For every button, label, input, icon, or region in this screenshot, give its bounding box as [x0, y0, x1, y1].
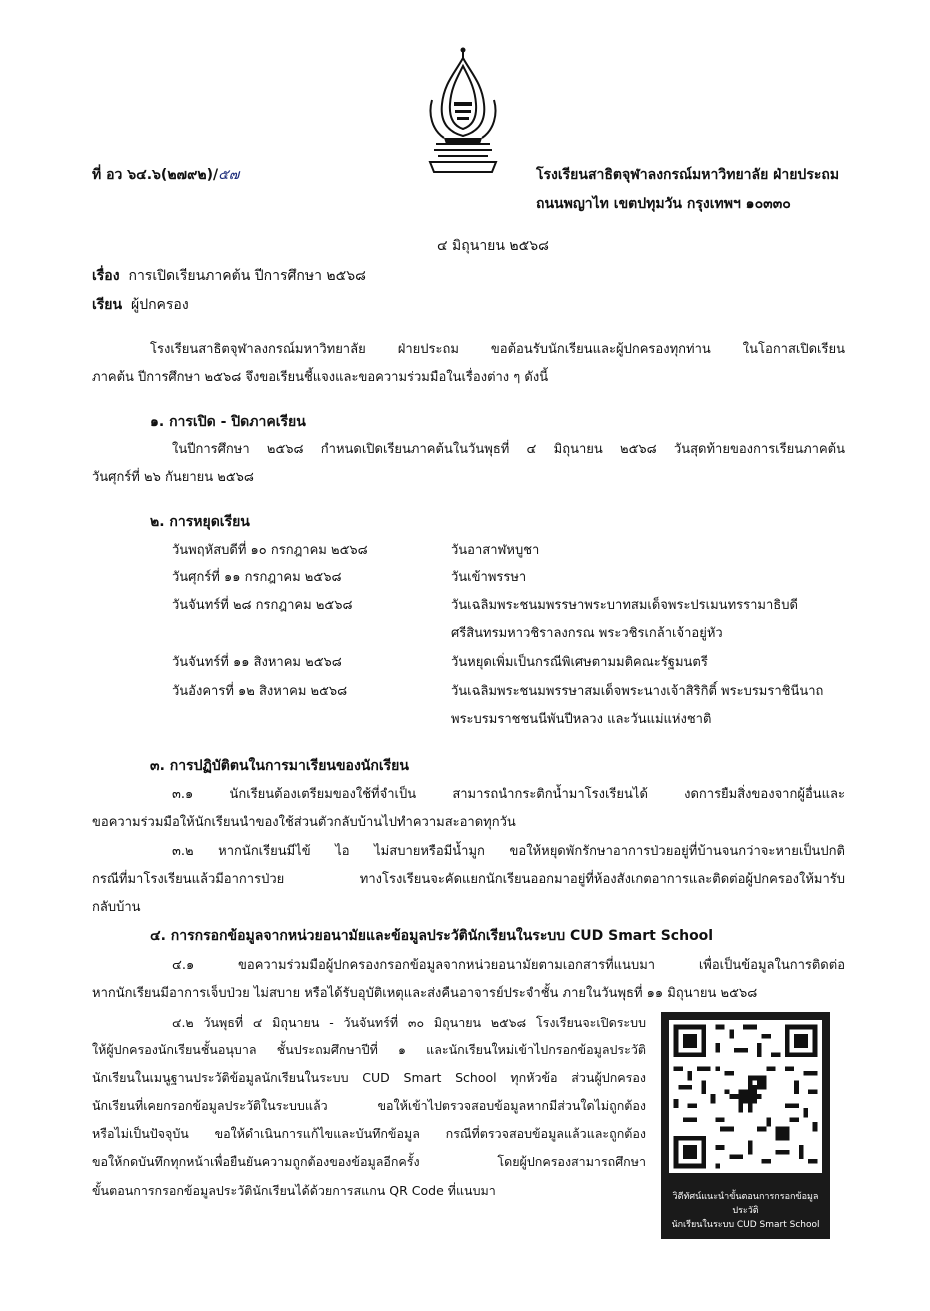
recipient-label: เรียน — [92, 297, 123, 313]
section-1-line-2: วันศุกร์ที่ ๒๖ กันยายน ๒๕๖๘ — [92, 470, 254, 485]
holiday-date: วันพฤหัสบดีที่ ๑๐ กรกฎาคม ๒๕๖๘ — [172, 543, 368, 558]
section-3-1-line-2: ขอความร่วมมือให้นักเรียนนำของใช้ส่วนตัวกลับบ้านไปทำความสะอาดทุกวัน — [92, 815, 516, 830]
section-4-heading: ๔. การกรอกข้อมูลจากหน่วยอนามัยและข้อมูลประวัตินักเรียนในระบบ CUD Smart School — [150, 928, 714, 944]
section-3-heading: ๓. การปฏิบัติตนในการมาเรียนของนักเรียน — [150, 758, 409, 774]
letter-date: ๔ มิถุนายน ๒๕๖๘ — [437, 238, 549, 254]
school-emblem-logo — [424, 44, 502, 176]
subject-line — [92, 266, 366, 286]
section-2-heading: ๒. การหยุดเรียน — [150, 514, 250, 530]
holiday-name-continued: พระบรมราชชนนีพันปีหลวง และวันแม่แห่งชาติ — [451, 712, 712, 727]
intro-line-2: ภาคต้น ปีการศึกษา ๒๕๖๘ จึงขอเรียนชี้แจงและขอความร่วมมือในเรื่องต่าง ๆ ดังนี้ — [92, 370, 549, 385]
reference-number: ที่ อว ๖๔.๖(๒๗๙๒)/๕๗ — [92, 167, 240, 183]
subject-text: การเปิดเรียนภาคต้น ปีการศึกษา ๒๕๖๘ — [128, 268, 366, 284]
holiday-date: วันจันทร์ที่ ๒๘ กรกฎาคม ๒๕๖๘ — [172, 598, 353, 613]
section-4-2-line: นักเรียนที่เคยกรอกข้อมูลประวัติในระบบแล้ว ขอให้เข้าไปตรวจสอบข้อมูลหากมีส่วนใดไม่ถูกต้อง — [92, 1098, 646, 1113]
holiday-date: วันอังคารที่ ๑๒ สิงหาคม ๒๕๖๘ — [172, 684, 348, 699]
handwritten-number: ๕๗ — [218, 167, 240, 183]
school-address: ถนนพญาไท เขตปทุมวัน กรุงเทพฯ ๑๐๓๓๐ — [536, 196, 791, 212]
section-4-2-line: หรือไม่เป็นปัจจุบัน ขอให้ดำเนินการแก้ไขและบันทึกข้อมูล กรณีที่ตรวจสอบข้อมูลแล้วและถูกต้อง — [92, 1126, 646, 1141]
qr-caption-line-1: วิดีทัศน์แนะนำขั้นตอนการกรอกข้อมูลประวัติ — [672, 1192, 819, 1216]
holiday-name: วันอาสาฬหบูชา — [451, 543, 540, 558]
holiday-name: วันเฉลิมพระชนมพรรษาพระบาทสมเด็จพระปรเมนทรรามาธิบดี — [451, 598, 798, 613]
school-name: โรงเรียนสาธิตจุฬาลงกรณ์มหาวิทยาลัย ฝ่ายประถม — [536, 167, 840, 183]
section-3-1-line-1: ๓.๑ นักเรียนต้องเตรียมของใช้ที่จำเป็น สามารถนำกระติกน้ำมาโรงเรียนได้ งดการยืมสิ่งของจากผู้อื่นและ — [172, 787, 845, 802]
section-4-2-line: ขอให้กดบันทึกทุกหน้าเพื่อยืนยันความถูกต้องของข้อมูลอีกครั้ง โดยผู้ปกครองสามารถศึกษา — [92, 1154, 646, 1169]
subject-label: เรื่อง — [92, 268, 120, 284]
qr-caption-line-2: นักเรียนในระบบ CUD Smart School — [671, 1220, 820, 1230]
section-4-1-line-1: ๔.๑ ขอความร่วมมือผู้ปกครองกรอกข้อมูลจากหน่วยอนามัยตามเอกสารที่แนบมา เพื่อเป็นข้อมูลในการติดต่อ — [172, 958, 845, 973]
qr-caption — [661, 1190, 830, 1232]
section-3-2-line-1: ๓.๒ หากนักเรียนมีไข้ ไอ ไม่สบายหรือมีน้ำมูก ขอให้หยุดพักรักษาอาการป่วยอยู่ที่บ้านจนกว่าจะหายเป็นปกติ — [172, 844, 845, 859]
holiday-name: วันหยุดเพิ่มเป็นกรณีพิเศษตามมติคณะรัฐมนตรี — [451, 655, 708, 670]
section-4-2-line: ขั้นตอนการกรอกข้อมูลประวัตินักเรียนได้ด้วยการสแกน QR Code ที่แนบมา — [92, 1183, 496, 1198]
section-1-heading: ๑. การเปิด - ปิดภาคเรียน — [150, 414, 306, 430]
holiday-date: วันศุกร์ที่ ๑๑ กรกฎาคม ๒๕๖๘ — [172, 570, 342, 585]
section-4-2-line: นักเรียนในเมนูฐานประวัติข้อมูลนักเรียนในระบบ CUD Smart School ทุกหัวข้อ ส่วนผู้ปกครอง — [92, 1070, 646, 1085]
holiday-name: วันเฉลิมพระชนมพรรษาสมเด็จพระนางเจ้าสิริกิติ์ พระบรมราชินีนาถ — [451, 684, 824, 699]
section-3-2-line-2: กรณีที่มาโรงเรียนแล้วมีอาการป่วย ทางโรงเรียนจะคัดแยกนักเรียนออกมาอยู่ที่ห้องสังเกตอาการและติดต่อผู้ปกครองให้มารับ — [92, 872, 845, 887]
holiday-name-continued: ศรีสินทรมหาวชิราลงกรณ พระวชิรเกล้าเจ้าอยู่หัว — [451, 626, 723, 641]
section-4-1-line-2: หากนักเรียนมีอาการเจ็บป่วย ไม่สบาย หรือได้รับอุบัติเหตุและส่งคืนอาจารย์ประจำชั้น ภายในวันพุธที่ ๑๑ มิถุนายน ๒๕๖๘ — [92, 986, 758, 1001]
recipient-text: ผู้ปกครอง — [130, 297, 189, 313]
section-1-line-1: ในปีการศึกษา ๒๕๖๘ กำหนดเปิดเรียนภาคต้นในวันพุธที่ ๔ มิถุนายน ๒๕๖๘ วันสุดท้ายของการเรียนภาคต้น — [172, 442, 845, 457]
holiday-name: วันเข้าพรรษา — [451, 570, 527, 585]
section-4-2-line: ๔.๒ วันพุธที่ ๔ มิถุนายน - วันจันทร์ที่ ๓๐ มิถุนายน ๒๕๖๘ โรงเรียนจะเปิดระบบ — [172, 1015, 646, 1030]
qr-code-panel — [661, 1012, 830, 1239]
section-3-2-line-3: กลับบ้าน — [92, 900, 141, 915]
holiday-date: วันจันทร์ที่ ๑๑ สิงหาคม ๒๕๖๘ — [172, 655, 342, 670]
intro-line-1: โรงเรียนสาธิตจุฬาลงกรณ์มหาวิทยาลัย ฝ่ายประถม ขอต้อนรับนักเรียนและผู้ปกครองทุกท่าน ในโอกาสเปิดเรียน — [150, 342, 845, 357]
qr-code-image[interactable] — [669, 1020, 822, 1173]
recipient-line — [92, 295, 189, 315]
section-4-2-line: ให้ผู้ปกครองนักเรียนชั้นอนุบาล ชั้นประถมศึกษาปีที่ ๑ และนักเรียนใหม่เข้าไปกรอกข้อมูลประวัติ — [92, 1042, 646, 1057]
